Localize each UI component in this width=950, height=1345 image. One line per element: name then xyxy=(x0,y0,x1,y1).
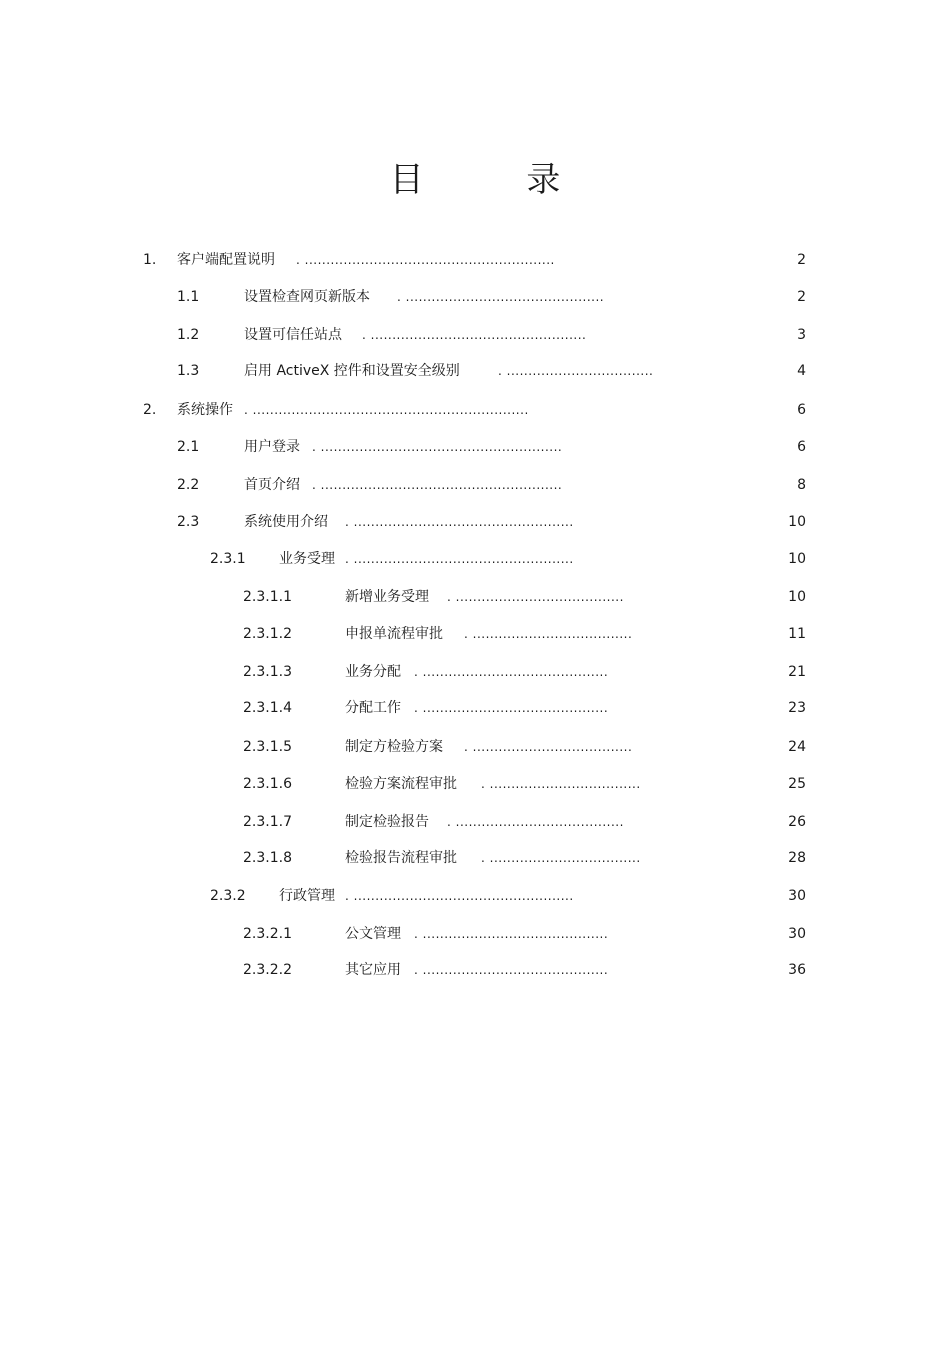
toc-entry-page: 11 xyxy=(788,626,806,642)
toc-entry-number: 2.3.1.5 xyxy=(243,739,292,755)
toc-entry-leader: . .............................................. xyxy=(397,290,605,304)
toc-entry[interactable] xyxy=(0,958,950,982)
toc-entry-page: 30 xyxy=(788,888,806,904)
toc-entry-leader: . ........................................... xyxy=(414,701,609,715)
toc-entry-title: 检验报告流程审批 xyxy=(345,850,457,866)
toc-entry-number: 2.2 xyxy=(177,477,200,493)
toc-entry-title: 业务分配 xyxy=(345,664,401,680)
toc-entry[interactable] xyxy=(0,884,950,908)
toc-entry-number: 1.3 xyxy=(177,363,200,379)
toc-entry[interactable] xyxy=(0,585,950,609)
toc-entry-title: 检验方案流程审批 xyxy=(345,776,457,792)
toc-entry-number: 2.3 xyxy=(177,514,200,530)
toc-entry-number: 2.3.1.6 xyxy=(243,776,292,792)
toc-entry-title: 首页介绍 xyxy=(244,477,300,493)
toc-entry-title: 制定检验报告 xyxy=(345,814,429,830)
toc-entry[interactable] xyxy=(0,359,950,383)
toc-entry-page: 6 xyxy=(797,439,806,455)
toc-entry[interactable] xyxy=(0,622,950,646)
toc-entry[interactable] xyxy=(0,696,950,720)
toc-entry[interactable] xyxy=(0,810,950,834)
toc-entry-leader: . ................................... xyxy=(481,851,641,865)
toc-entry-page: 2 xyxy=(797,289,806,305)
toc-entry[interactable] xyxy=(0,285,950,309)
toc-entry-title: 公文管理 xyxy=(345,926,401,942)
toc-entry-page: 2 xyxy=(797,252,806,268)
toc-entry-page: 24 xyxy=(788,739,806,755)
toc-entry-title: 客户端配置说明 xyxy=(177,252,275,268)
toc-entry-page: 26 xyxy=(788,814,806,830)
toc-entry-number: 2.3.1.1 xyxy=(243,589,292,605)
toc-entry-number: 2.1 xyxy=(177,439,200,455)
toc-entry-number: 1. xyxy=(143,252,157,268)
toc-entry-leader: . ..................................... xyxy=(464,627,633,641)
toc-entry-title: 系统使用介绍 xyxy=(244,514,328,530)
toc-entry-leader: . .......................................................... xyxy=(296,253,555,267)
toc-entry-leader: . .................................. xyxy=(498,364,654,378)
toc-entry-leader: . ....................................... xyxy=(447,815,624,829)
toc-entry-page: 36 xyxy=(788,962,806,978)
toc-entry-leader: . ........................................... xyxy=(414,963,609,977)
toc-entry[interactable] xyxy=(0,660,950,684)
toc-entry[interactable] xyxy=(0,547,950,571)
toc-entry-page: 23 xyxy=(788,700,806,716)
toc-entry-leader: . ..................................... xyxy=(464,740,633,754)
toc-entry-leader: . ........................................................ xyxy=(312,478,563,492)
toc-entry-title: 用户登录 xyxy=(244,439,300,455)
toc-entry-title: 行政管理 xyxy=(279,888,335,904)
toc-entry-page: 30 xyxy=(788,926,806,942)
toc-entry-leader: . ................................................... xyxy=(345,515,574,529)
toc-entry-number: 2.3.1.3 xyxy=(243,664,292,680)
toc-entry-page: 3 xyxy=(797,327,806,343)
toc-entry-leader: . ................................................... xyxy=(345,889,574,903)
toc-entry[interactable] xyxy=(0,846,950,870)
toc-entry-leader: . ................................................................ xyxy=(244,403,529,417)
toc-entry-title: 其它应用 xyxy=(345,962,401,978)
toc-entry-page: 4 xyxy=(797,363,806,379)
toc-entry-leader: . ................................................... xyxy=(345,552,574,566)
toc-entry[interactable] xyxy=(0,473,950,497)
toc-entry-leader: . .................................................. xyxy=(362,328,587,342)
toc-entry-title: 设置可信任站点 xyxy=(244,327,342,343)
toc-entry[interactable] xyxy=(0,398,950,422)
toc-entry-leader: . ........................................................ xyxy=(312,440,563,454)
toc-entry-number: 2.3.2.1 xyxy=(243,926,292,942)
toc-entry-number: 2.3.1 xyxy=(210,551,246,567)
toc-entry-number: 2.3.2.2 xyxy=(243,962,292,978)
toc-entry-title: 分配工作 xyxy=(345,700,401,716)
toc-entry[interactable] xyxy=(0,510,950,534)
toc-entry-title: 业务受理 xyxy=(279,551,335,567)
toc-entry[interactable] xyxy=(0,735,950,759)
toc-entry-leader: . ........................................... xyxy=(414,927,609,941)
toc-entry-title: 启用 ActiveX 控件和设置安全级别 xyxy=(244,363,460,379)
toc-entry-title: 申报单流程审批 xyxy=(345,626,443,642)
toc-entry-number: 1.2 xyxy=(177,327,200,343)
toc-entry-leader: . ........................................... xyxy=(414,665,609,679)
toc-entry-leader: . ....................................... xyxy=(447,590,624,604)
toc-entry-page: 21 xyxy=(788,664,806,680)
toc-entry-number: 2.3.1.2 xyxy=(243,626,292,642)
toc-entry-leader: . ................................... xyxy=(481,777,641,791)
toc-entry-number: 1.1 xyxy=(177,289,200,305)
toc-entry-page: 8 xyxy=(797,477,806,493)
toc-entry-number: 2.3.1.4 xyxy=(243,700,292,716)
toc-entry-title: 设置检查网页新版本 xyxy=(244,289,370,305)
toc-entry-number: 2.3.1.8 xyxy=(243,850,292,866)
toc-entry[interactable] xyxy=(0,435,950,459)
page-title: 目 录 xyxy=(389,160,607,200)
toc-entry[interactable] xyxy=(0,323,950,347)
toc-entry[interactable] xyxy=(0,772,950,796)
toc-entry-title: 系统操作 xyxy=(177,402,233,418)
toc-entry-page: 28 xyxy=(788,850,806,866)
toc-entry-number: 2. xyxy=(143,402,157,418)
toc-entry-page: 10 xyxy=(788,514,806,530)
toc-entry-page: 25 xyxy=(788,776,806,792)
toc-entry-page: 6 xyxy=(797,402,806,418)
toc-entry-number: 2.3.2 xyxy=(210,888,246,904)
toc-entry[interactable] xyxy=(0,248,950,272)
toc-entry-page: 10 xyxy=(788,551,806,567)
toc-entry-page: 10 xyxy=(788,589,806,605)
toc-entry[interactable] xyxy=(0,922,950,946)
toc-entry-title: 制定方检验方案 xyxy=(345,739,443,755)
toc-entry-title: 新增业务受理 xyxy=(345,589,429,605)
toc-entry-number: 2.3.1.7 xyxy=(243,814,292,830)
